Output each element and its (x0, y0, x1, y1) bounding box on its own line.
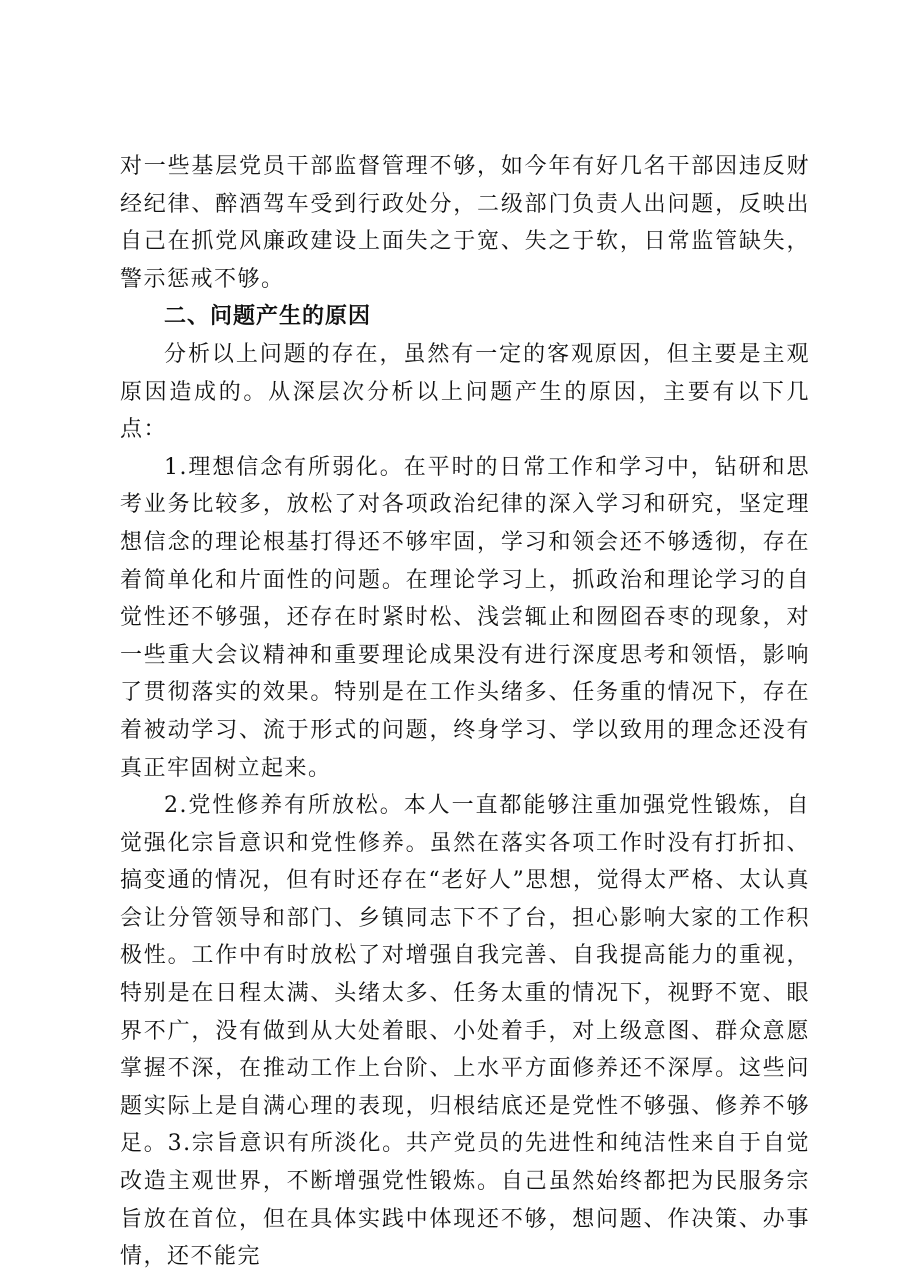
paragraph-point-1: 1.理想信念有所弱化。在平时的日常工作和学习中，钻研和思考业务比较多，放松了对各项政治纪律的深入学习和研究，坚定理想信念的理论根基打得还不够牢固，学习和领会还不够透彻，存在着简单化和片面性的问题。在理论学习上，抓政治和理论学习的自觉性还不够强，还存在时紧时松、浅尝辄止和囫囵吞枣的现象，对一些重大会议精神和重要理论成果没有进行深度思考和领悟，影响了贯彻落实的效果。特别是在工作头绪多、任务重的情况下，存在着被动学习、流于形式的问题，终身学习、学以致用的理念还没有真正牢固树立起来。 (120, 454, 810, 781)
paragraph-point-2: 2.党性修养有所放松。本人一直都能够注重加强党性锻炼，自觉强化宗旨意识和党性修养。虽然在落实各项工作时没有打折扣、搞变通的情况，但有时还存在“老好人”思想，觉得太严格、太认真会让分管领导和部门、乡镇同志下不了台，担心影响大家的工作积极性。工作中有时放松了对增强自我完善、自我提高能力的重视，特别是在日程太满、头绪太多、任务太重的情况下，视野不宽、眼界不广，没有做到从大处着眼、小处着手，对上级意图、群众意愿掌握不深，在推动工作上台阶、上水平方面修养还不深厚。这些问题实际上是自满心理的表现，归根结底还是党性不够强、修养不够足。3.宗旨意识有所淡化。共产党员的先进性和纯洁性来自于自觉改造主观世界，不断增强党性锻炼。自己虽然始终都把为民服务宗旨放在首位，但在具体实践中体现还不够，想问题、作决策、办事情，还不能完 (120, 793, 810, 1270)
document-body (120, 148, 810, 1276)
section-heading: 二、问题产生的原因 (164, 304, 372, 330)
paragraph-intro: 分析以上问题的存在，虽然有一定的客观原因，但主要是主观原因造成的。从深层次分析以上问题产生的原因，主要有以下几点： (120, 341, 810, 443)
paragraph-continuation: 对一些基层党员干部监督管理不够，如今年有好几名干部因违反财经纪律、醉酒驾车受到行政处分，二级部门负责人出问题，反映出自己在抓党风廉政建设上面失之于宽、失之于软，日常监管缺失，警示惩戒不够。 (120, 154, 810, 292)
